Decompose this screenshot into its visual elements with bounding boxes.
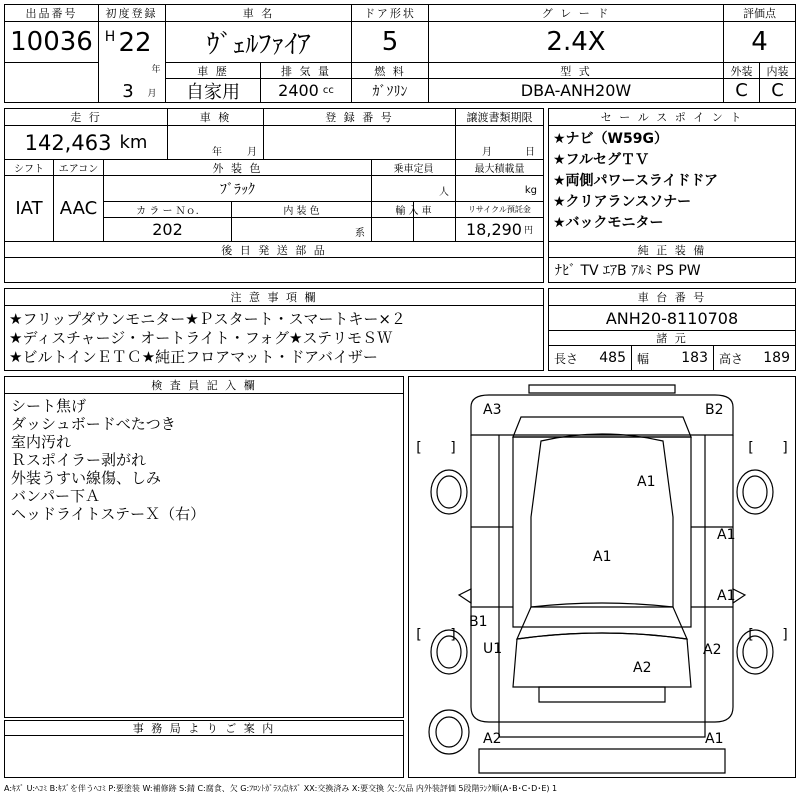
front-bumper <box>499 722 705 737</box>
import-label: 輸 入 車 <box>395 206 432 217</box>
mileage <box>5 126 167 159</box>
mileage-value: 142,463 <box>24 130 112 155</box>
spec-length <box>549 346 631 370</box>
spec-width <box>632 346 713 370</box>
colorno-label: カ ラ ー Ｎｏ. <box>136 206 199 217</box>
inspector-line: 外装うすい線傷、しみ <box>11 469 162 487</box>
notes-list <box>9 310 406 367</box>
bracket-front-right-close: ] <box>782 627 788 643</box>
mark-left-fender: B1 <box>469 614 488 630</box>
wheel-rear-left-inner <box>437 476 461 508</box>
displacement <box>261 79 351 102</box>
wheel-front-left-inner <box>437 636 461 668</box>
transfer-label: 譲渡書類期限 <box>466 111 533 124</box>
shift: IAT <box>15 198 43 219</box>
fuel-label: 燃 料 <box>374 64 406 78</box>
specs-label: 諸 元 <box>656 332 688 345</box>
mark-rear-left: A3 <box>483 402 502 418</box>
header-box <box>4 4 796 103</box>
grade-label: グ レ ー ド <box>541 7 611 20</box>
history: 自家用 <box>186 81 240 103</box>
notes-label: 注 意 事 項 欄 <box>230 291 318 304</box>
length-value: 485 <box>599 350 626 366</box>
notes-line: ★ビルトインＥＴＣ★純正フロアマット・ドアバイザー <box>9 348 378 366</box>
mark-center: A1 <box>593 549 612 565</box>
mark-front-right: A1 <box>705 731 724 747</box>
inspector-line: ダッシュボードべたつき <box>11 415 176 433</box>
width-value: 183 <box>681 350 708 366</box>
inspector-box <box>4 376 404 718</box>
inspector-label: 検 査 員 記 入 欄 <box>151 379 257 392</box>
roof <box>531 434 673 607</box>
inspection-year-unit: 年 <box>212 146 222 158</box>
color-label: 外 装 色 <box>212 161 263 175</box>
lot-label: 出品番号 <box>25 7 78 20</box>
bracket-rear-right-open: [ <box>748 440 754 456</box>
displacement-value: 2400 <box>278 81 319 100</box>
later-parts-label: 後 日 発 送 部 品 <box>221 243 327 257</box>
recycle-unit: 円 <box>523 226 533 236</box>
spare-wheel-inner <box>436 717 462 747</box>
regno-label: 登 録 番 号 <box>325 111 394 124</box>
grade: 2.4X <box>546 27 606 57</box>
displacement-label: 排 気 量 <box>281 64 331 78</box>
notes-line: ★フリップダウンモニター★Ｐスタート・スマートキー×２ <box>9 310 406 328</box>
inspection-label: 車 検 <box>199 111 232 124</box>
intcolor-label: 内 装 色 <box>283 206 320 217</box>
mileage-unit: km <box>119 132 148 153</box>
door-label: ドア形状 <box>364 7 416 20</box>
wheel-front-right-inner <box>743 636 767 668</box>
spec-height <box>714 346 795 370</box>
month-unit: 月 <box>147 88 157 99</box>
sales-item: ★クリアランスソナー <box>553 194 692 210</box>
capacity-unit: 人 <box>439 186 449 198</box>
aircon-label: エアコン <box>58 164 99 175</box>
type-label: 型 式 <box>560 64 592 78</box>
bracket-front-right-open: [ <box>748 627 754 643</box>
aircon: AAC <box>59 198 98 219</box>
sales-item: ★フルセグＴＶ <box>553 152 649 168</box>
doors: 5 <box>381 27 399 57</box>
intcolor-unit: 系 <box>355 227 365 239</box>
notes-box <box>4 288 544 371</box>
bracket-front-left-close: ] <box>450 627 456 643</box>
car-diagram-box <box>408 376 796 778</box>
model-type: DBA-ANH20W <box>520 81 632 100</box>
body-left <box>471 435 499 722</box>
chassis-box <box>548 288 796 371</box>
history-label: 車 歴 <box>197 64 229 78</box>
inspector-line: ヘッドライトステーＸ（右） <box>11 505 206 523</box>
ext-score: C <box>735 80 748 101</box>
model-name: ｳﾞｪﾙﾌｧｲｱ <box>206 29 311 60</box>
front-grille <box>539 687 665 702</box>
mileage-label: 走 行 <box>70 111 102 124</box>
cabin <box>513 437 691 627</box>
inspector-line: シート焦げ <box>11 397 87 415</box>
front-bottom <box>479 749 725 773</box>
sales-item: ★バックモニター <box>553 215 664 231</box>
mark-rear-right: B2 <box>705 402 724 418</box>
width-label: 幅 <box>637 351 650 366</box>
score-label: 評価点 <box>743 7 776 20</box>
recycle <box>456 218 543 241</box>
chassis-label: 車 台 番 号 <box>637 291 707 304</box>
office-label: 事 務 局 よ り ご 案 内 <box>132 722 276 735</box>
height-value: 189 <box>763 350 790 366</box>
mark-roof: A1 <box>637 474 656 490</box>
transfer-month-unit: 月 <box>482 146 492 158</box>
equipment-label: 純 正 装 備 <box>637 243 707 257</box>
capacity-label: 乗車定員 <box>393 164 434 175</box>
int-label: 内装 <box>766 64 789 78</box>
ext-label: 外装 <box>730 64 753 78</box>
mark-right-rear-door: A1 <box>717 527 736 543</box>
load-unit: kg <box>524 184 537 196</box>
vehicle-details-box <box>4 108 544 283</box>
mark-left-front: U1 <box>483 641 503 657</box>
bracket-rear-left-close: ] <box>450 440 456 456</box>
left-mirror <box>459 589 471 603</box>
car-diagram <box>409 377 795 777</box>
body-right <box>705 435 736 722</box>
wheel-rear-right-inner <box>743 476 767 508</box>
sales-item: ★両側パワースライドドア <box>553 173 719 189</box>
load-label: 最大積載量 <box>474 164 525 175</box>
reg-month: 3 <box>122 80 134 102</box>
legend: A:ｷｽﾞ U:ﾍｺﾐ B:ｷｽﾞを伴うﾍｺﾐ P:要塗装 W:補修跡 S:錆 C:腐食、欠 G:ﾌﾛﾝﾄｶﾞﾗｽ点ｷｽﾞ XX:交換済み X:要交換 欠:欠品 内外装評価 5段階ﾗﾝｸ順(A･B･C･D･E) 1 <box>4 783 558 793</box>
first-reg-label: 初度登録 <box>105 7 158 20</box>
mark-front-left: A2 <box>483 731 502 747</box>
color-number: 202 <box>152 220 183 239</box>
hood <box>513 633 691 687</box>
inspector-line: 室内汚れ <box>11 433 72 451</box>
year-unit: 年 <box>151 64 161 75</box>
inspector-line: Ｒスポイラー剥がれ <box>11 451 147 469</box>
length-label: 長さ <box>554 351 579 366</box>
inspector-line: バンパー下Ａ <box>11 487 100 505</box>
mark-hood: A2 <box>633 660 652 676</box>
shift-label: シフト <box>14 164 44 175</box>
inspection-month-unit: 月 <box>247 146 257 158</box>
sales-points-box <box>548 108 796 283</box>
chassis-number: ANH20-8110708 <box>605 308 739 328</box>
rear-bumper <box>529 385 675 393</box>
displacement-unit: cc <box>322 85 334 96</box>
fuel: ｶﾞｿﾘﾝ <box>372 83 408 100</box>
bracket-rear-right-close: ] <box>782 440 788 456</box>
reg-year: 22 <box>118 28 152 58</box>
recycle-label: リサイクル預託金 <box>468 205 531 214</box>
lot-number: 10036 <box>10 27 93 57</box>
office-box <box>4 720 404 778</box>
score: 4 <box>751 27 768 57</box>
sales-label: セ ー ル ス ポ イ ン ト <box>600 111 744 124</box>
equipment-value: ﾅﾋﾞ TV ｴｱB ｱﾙﾐ PS PW <box>555 263 701 279</box>
bracket-front-left-open: [ <box>416 627 422 643</box>
mark-right-front-door: A1 <box>717 588 736 604</box>
transfer-day-unit: 日 <box>525 146 535 158</box>
int-score: C <box>771 80 784 101</box>
inspector-list <box>11 397 205 523</box>
mark-right-fender: A2 <box>703 642 722 658</box>
era: H <box>104 29 116 45</box>
model-label: 車 名 <box>242 7 275 20</box>
notes-line: ★ディスチャージ・オートライト・フォグ★ステリモＳＷ <box>9 329 393 347</box>
recycle-value: 18,290 <box>466 220 522 239</box>
bracket-rear-left-open: [ <box>416 440 422 456</box>
sales-list <box>553 129 718 234</box>
sales-item: ★ナビ（W59G） <box>553 131 668 147</box>
height-label: 高さ <box>719 351 744 366</box>
exterior-color: ﾌﾞﾗｯｸ <box>220 181 255 198</box>
rear-outline <box>471 395 733 435</box>
